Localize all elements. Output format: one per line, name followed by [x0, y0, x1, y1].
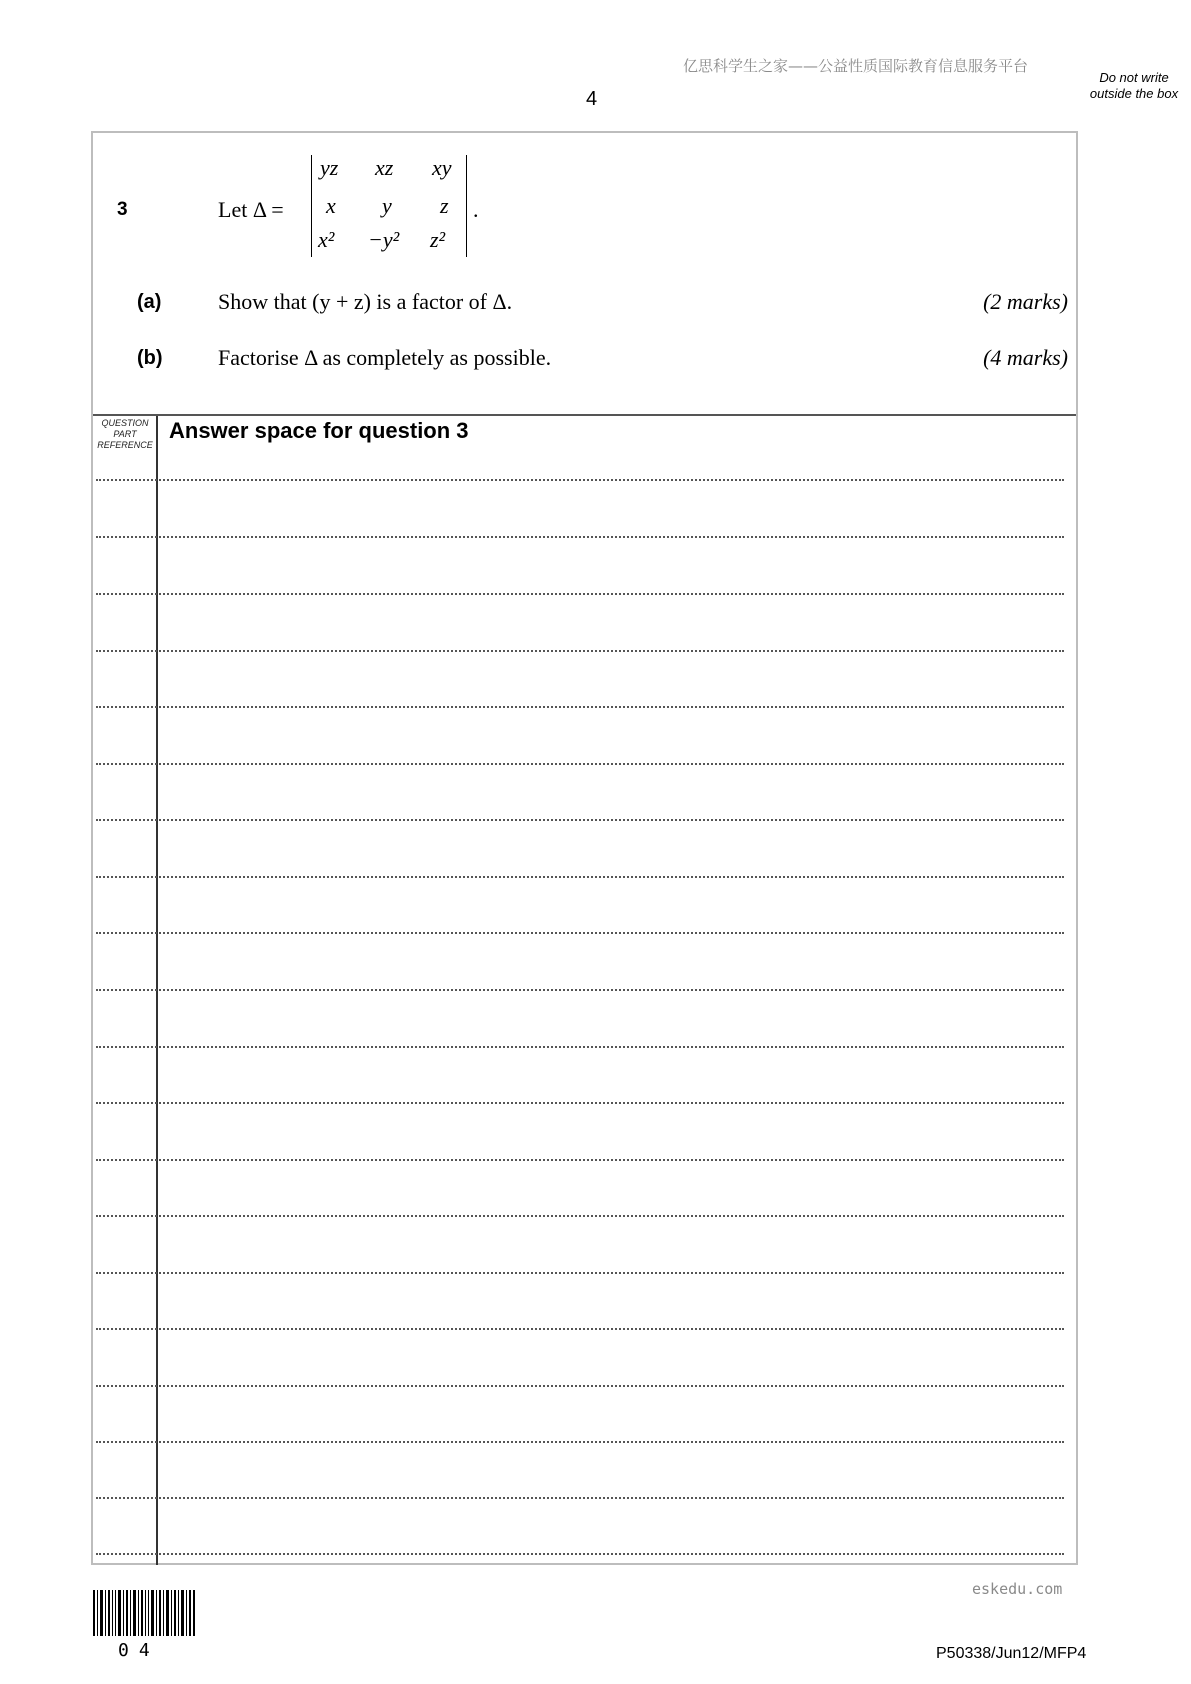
answer-line[interactable] — [96, 819, 1064, 821]
det-cell-r1c3: xy — [432, 155, 452, 180]
question-frame — [91, 131, 1078, 1565]
det-cell-r2c3: z — [440, 193, 449, 218]
determinant-period: . — [473, 197, 479, 222]
det-cell-r3c2: −y² — [368, 227, 400, 252]
answer-heading: Answer space for question 3 — [169, 418, 469, 443]
footer-watermark: eskedu.com — [972, 1580, 1063, 1598]
part-a-marks: (2 marks) — [983, 289, 1068, 314]
answer-line[interactable] — [96, 1441, 1064, 1443]
answer-line[interactable] — [96, 763, 1064, 765]
part-b-text: Factorise Δ as completely as possible. — [218, 345, 552, 370]
paper-reference: P50338/Jun12/MFP4 — [936, 1645, 1087, 1662]
question-number: 3 — [117, 199, 128, 220]
question-part-reference-label: QUESTION PART REFERENCE — [97, 418, 153, 450]
part-b-label: (b) — [137, 347, 163, 369]
answer-line[interactable] — [96, 1328, 1064, 1330]
answer-line[interactable] — [96, 1553, 1064, 1555]
answer-line[interactable] — [96, 932, 1064, 934]
answer-line[interactable] — [96, 1046, 1064, 1048]
page-number: 4 — [586, 88, 598, 110]
barcode-icon — [93, 1590, 195, 1636]
part-a-label: (a) — [137, 291, 162, 313]
det-cell-r3c3: z² — [430, 227, 446, 252]
part-a-text: Show that (y + z) is a factor of Δ. — [218, 289, 513, 314]
answer-line[interactable] — [96, 1272, 1064, 1274]
answer-line[interactable] — [96, 479, 1064, 481]
let-text: Let Δ = — [218, 197, 284, 222]
answer-line[interactable] — [96, 1385, 1064, 1387]
answer-line[interactable] — [96, 1215, 1064, 1217]
determinant — [311, 155, 467, 257]
question-area — [93, 133, 1076, 416]
answer-line[interactable] — [96, 1159, 1064, 1161]
answer-line[interactable] — [96, 706, 1064, 708]
page-code: 04 — [118, 1640, 160, 1661]
answer-line[interactable] — [96, 536, 1064, 538]
answer-line[interactable] — [96, 989, 1064, 991]
det-cell-r1c2: xz — [375, 155, 394, 180]
det-cell-r2c1: x — [326, 193, 336, 218]
answer-line[interactable] — [96, 593, 1064, 595]
det-cell-r3c1: x² — [318, 227, 335, 252]
answer-line[interactable] — [96, 1497, 1064, 1499]
det-cell-r2c2: y — [382, 193, 392, 218]
part-b-marks: (4 marks) — [983, 345, 1068, 370]
det-cell-r1c1: yz — [320, 155, 339, 180]
header-watermark: 亿思科学生之家——公益性质国际教育信息服务平台 — [683, 57, 1029, 75]
margin-note: Do not write outside the box — [1089, 70, 1179, 101]
answer-line[interactable] — [96, 1102, 1064, 1104]
answer-area[interactable] — [93, 416, 1076, 1565]
answer-line[interactable] — [96, 650, 1064, 652]
answer-line[interactable] — [96, 876, 1064, 878]
